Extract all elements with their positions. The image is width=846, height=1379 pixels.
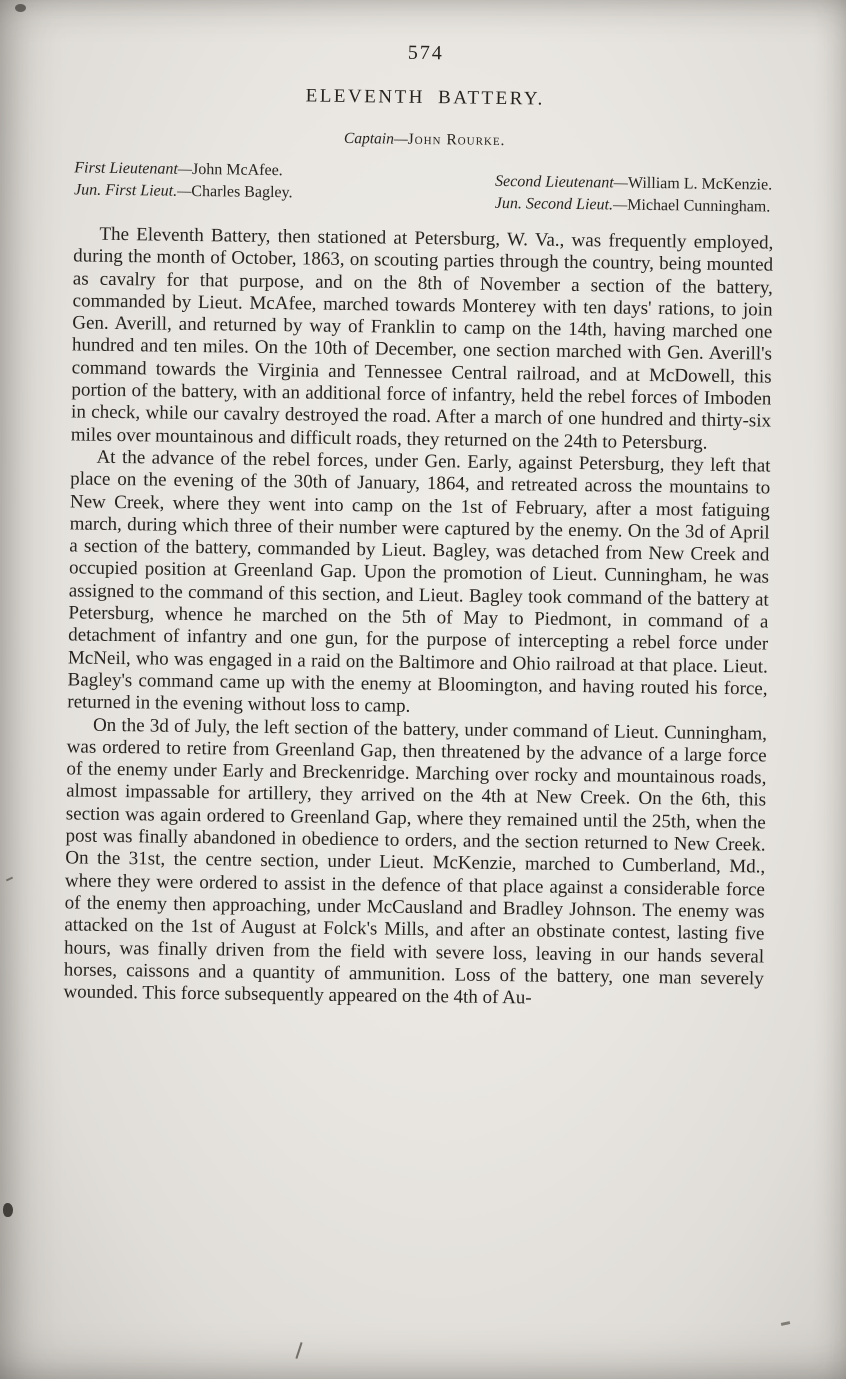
captain-name: John Rourke. <box>407 130 506 150</box>
officer-rank: Jun. First Lieut.— <box>73 181 192 200</box>
paragraph-2: At the advance of the rebel forces, under Gen. Early, against Petersburg, they left that place on the evening of the 30th of January, 1864, and retreated across the mountains to New Creek, where they went into camp on the 1st of February, after a most fatiguing march, during which three of their number were captured by the enemy. On the 3d of April a section of the battery, commanded by Lieut. Bagley, was detached from New Creek and occupied position at Greenland Gap. Upon the promotion of Lieut. Cunningham, he was assigned to the command of this section, and Lieut. Bagley took command of the battery at Petersburg, whence he marched on the 5th of May to Piedmont, in command of a detachment of infantry and one gun, for the purpose of intercepting a rebel force under McNeil, who was engaged in a raid on the Baltimore and Ohio railroad at that place. Lieut. Bagley's command came up with the enemy at Bloomington, and having routed his force, returned in the evening without loss to camp. <box>67 446 771 718</box>
page-content <box>63 37 776 1012</box>
officer-name: John McAfee. <box>191 160 283 180</box>
officer-entry <box>74 157 293 182</box>
captain-line <box>75 126 775 153</box>
officer-entry <box>74 179 293 204</box>
officer-rank: Jun. Second Lieut.— <box>494 194 628 214</box>
officers-right-column <box>495 171 775 219</box>
battery-history-text <box>63 223 773 1012</box>
paragraph-3: On the 3d of July, the left section of the battery, under command of Lieut. Cunningham, was ordered to retire from Greenland Gap, then threatened by the advance of a large force of the enemy under Early and Breckenridge. Marching over rocky and mountainous roads, almost impassable for artillery, they arrived on the 4th at New Creek. On the 6th, this section was again ordered to Greenland Gap, where they remained until the 25th, when the post was finally abandoned in obedience to orders, and the section returned to New Creek. On the 31st, the centre section, under Lieut. McKenzie, marched to Cumberland, Md., where they were ordered to assist in the defence of that place against a considerable force of the enemy then approaching, under McCausland and Bradley Johnson. The enemy was attacked on the 1st of August at Folck's Mills, and after an obstinate contest, lasting five hours, was finally driven from the field with severe loss, leaving in our hands several horses, caissons and a quantity of ammunition. Loss of the battery, one man severely wounded. This force subsequently appeared on the 4th of Au- <box>63 714 768 1009</box>
officer-name: William L. McKenzie. <box>627 174 773 194</box>
officer-entry <box>495 193 772 219</box>
page-number: 574 <box>407 41 444 65</box>
page-title: ELEVENTH BATTERY. <box>305 85 545 110</box>
officers-roster <box>74 157 775 218</box>
officer-rank: Second Lieutenant— <box>494 172 629 192</box>
scan-artifact-pen-slash <box>295 1342 302 1359</box>
scan-artifact-edge-mark <box>781 1321 790 1326</box>
scan-artifact-ink-spot <box>3 1203 13 1217</box>
paragraph-1: The Eleventh Battery, then stationed at Petersburg, W. Va., was frequently employed, during the month of October, 1863, on scouting parties through the country, being mounted as cavalry for that purpose, and on the 8th of November a section of the battery, commanded by Lieut. McAfee, marched towards Monterey with ten days' rations, to join Gen. Averill, and returned by way of Franklin to camp on the 14th, having marched one hundred and ten miles. On the 10th of December, one section marched with Gen. Averill's command towards the Virginia and Tennessee Central railroad, and at McDowell, this portion of the battery, with an additional force of infantry, held the rebel forces of Imboden in check, while our cavalry destroyed the road. After a march of one hundred and thirty-six miles over mountainous and difficult roads, they returned on the 24th to Petersburg. <box>70 223 774 454</box>
scan-artifact-corner-blot <box>15 4 26 12</box>
captain-rank: Captain— <box>343 129 408 148</box>
officers-left-column <box>74 157 293 212</box>
officer-name: Charles Bagley. <box>191 182 293 202</box>
officer-name: Michael Cunningham. <box>627 196 771 216</box>
scan-artifact-edge-tick <box>6 877 13 882</box>
officer-rank: First Lieutenant— <box>74 159 193 178</box>
